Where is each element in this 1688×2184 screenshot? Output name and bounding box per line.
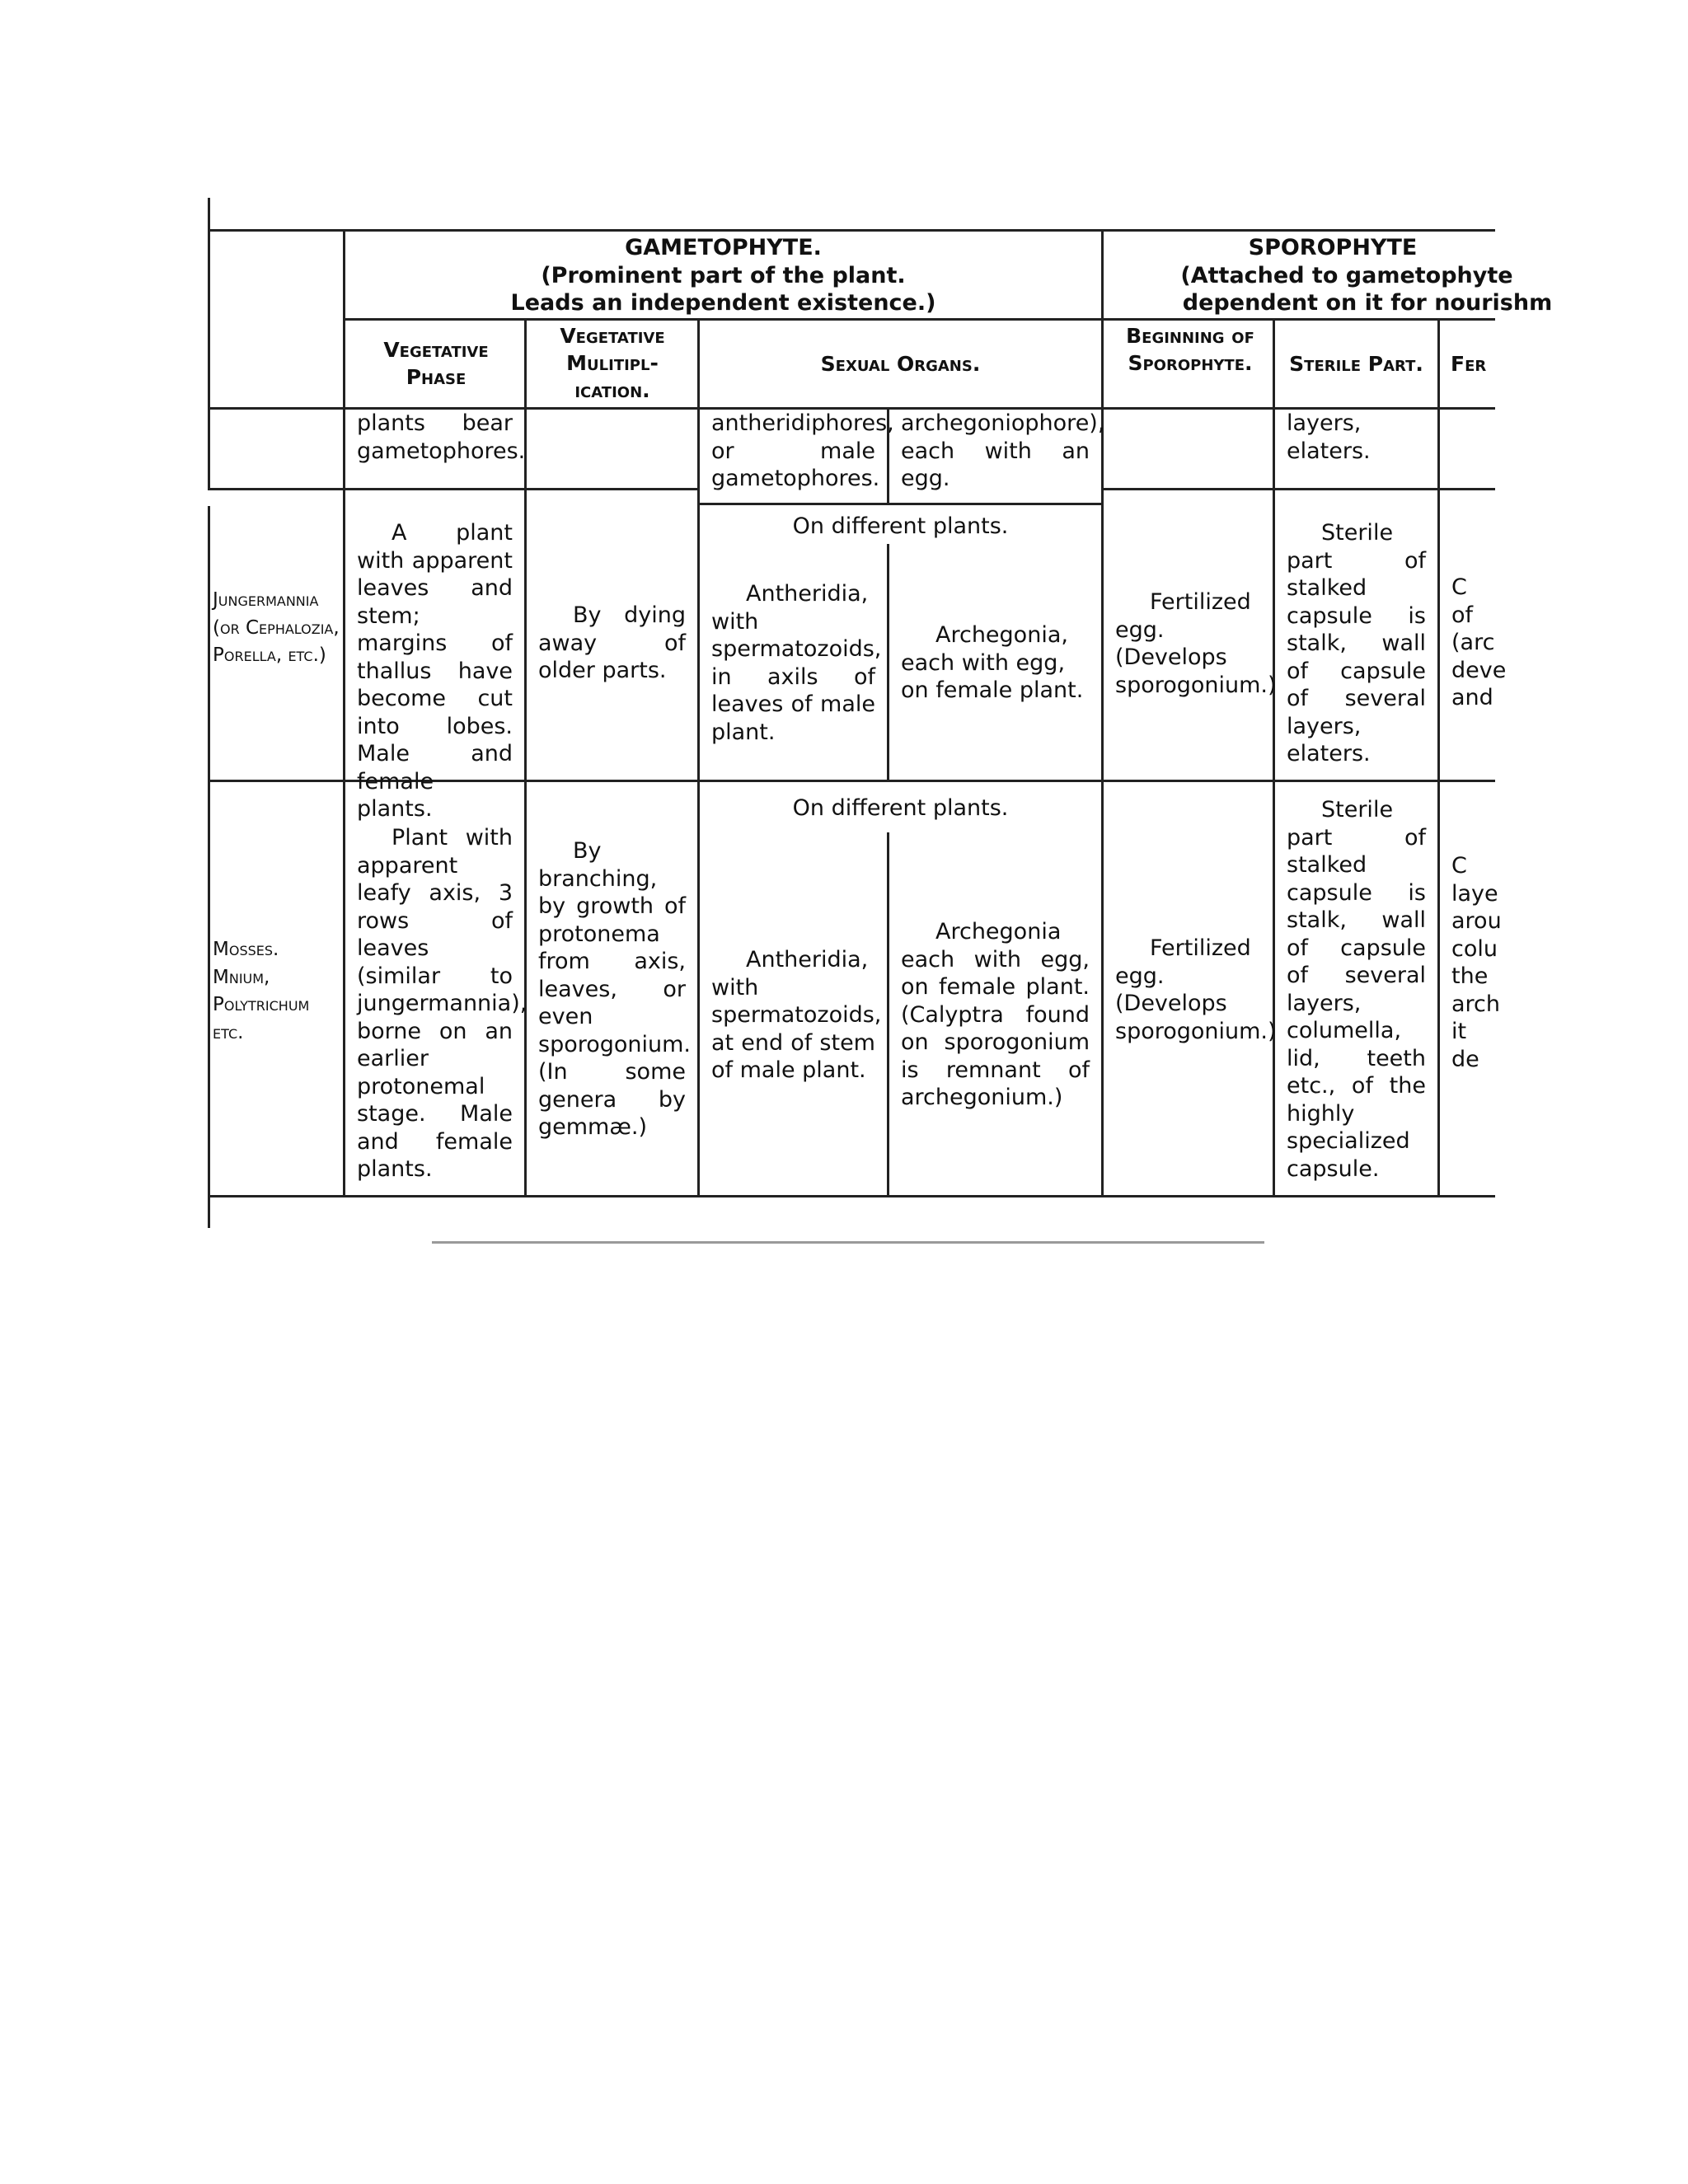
gametophyte-line2: Leads an independent existence.) (510, 290, 936, 316)
continued-row-bottom-left (208, 488, 697, 490)
col-sexual-right (1101, 229, 1104, 1197)
vegetative-multiplication-header: Vegetative Mulitipl- ication. (560, 324, 665, 402)
sporophyte-line2: dependent on it for nourishm (1182, 290, 1553, 316)
sporophyte-line1: (Attached to gametophyte (1180, 262, 1513, 288)
continued-antheridia: antheridiphores, or male gametophores. (711, 410, 894, 491)
row1-archegonia: Archegonia, each with egg, on female plant. (901, 622, 1084, 703)
row1-beginning: Fertilized egg. (Develops sporogonium.) (1115, 589, 1277, 698)
table-bottom-border (208, 1195, 1495, 1197)
left-edge-top-stub (208, 198, 210, 488)
row1-sterile: Sterile part of stalked capsule is stalk, wall of capsule of several layers, elaters. (1287, 520, 1426, 766)
vegetative-phase-header: Vegetative Phase (383, 338, 489, 389)
row1-vegetative-phase: A plant with apparent leaves and stem; margins of thallus have become cut into lobes. Male and female plants. (357, 520, 513, 822)
gametophyte-header (345, 234, 1101, 317)
row2-vegetative-phase: Plant with apparent leafy axis, 3 rows of leaves (similar to jungermannia), borne on an earlier protonemal stage. Male and female plants. (357, 825, 528, 1182)
row2-archegonia: Archegonia each with egg, on female plant. (Calyptra found on sporogonium is remnant of archegonium.) (901, 919, 1090, 1110)
sterile-part-header: Sterile Part. (1289, 352, 1423, 376)
gametophyte-line1: (Prominent part of the plant. (541, 262, 906, 288)
row2-sexual-note: On different plants. (792, 795, 1009, 821)
continued-archegonia: archegoniophore), each with an egg. (901, 410, 1105, 491)
row1-sexual-note: On different plants. (792, 513, 1009, 539)
row2-beginning: Fertilized egg. (Develops sporogonium.) (1115, 935, 1277, 1044)
row1-vegetative-multiplication: By dying away of older parts. (538, 602, 686, 683)
sporophyte-header (1104, 234, 1615, 317)
beginning-of-sporophyte-header: Beginning of Sporophyte. (1126, 324, 1254, 375)
continued-sterile: layers, elaters. (1287, 410, 1371, 464)
row2-antheridia: Antheridia, with spermatozoids, at end of stem of male plant. (711, 947, 882, 1083)
header-divider (343, 318, 1495, 321)
sporophyte-title: SPOROPHYTE (1248, 235, 1418, 260)
row1-plant: Jungermannia (or Cephalozia, Porella, etc.) (213, 589, 340, 666)
row2-vegetative-multiplication: By branching, by growth of protonema from axis, leaves, or even sporogonium. (In some genera by gemmæ.) (538, 838, 692, 1140)
sexual-organs-header: Sexual Organs. (820, 352, 981, 376)
row2-sterile: Sterile part of stalked capsule is stalk, wall of capsule of several layers, columella, lid, teeth etc., of the highly specialized capsule. (1287, 797, 1426, 1182)
footer-rule (432, 1241, 1264, 1244)
continued-vegetative-phase: plants bear gametophores. (357, 410, 526, 464)
continued-row-bottom-right (1101, 488, 1495, 490)
row1-antheridia: Antheridia, with spermatozoids, in axils of leaves of male plant. (711, 581, 882, 745)
row2-fertile-fragment: C laye arou colu the arch it de (1451, 853, 1502, 1072)
row2-plant: Mosses. Mnium, Polytrichum etc. (213, 939, 310, 1043)
sexual-cell-bottom (697, 503, 1101, 505)
table-top-border (208, 229, 1495, 232)
gametophyte-title: GAMETOPHYTE. (625, 235, 822, 260)
fertile-part-header: Fer (1451, 352, 1487, 376)
row1-fertile-fragment: C of (arc deve and (1451, 574, 1507, 710)
